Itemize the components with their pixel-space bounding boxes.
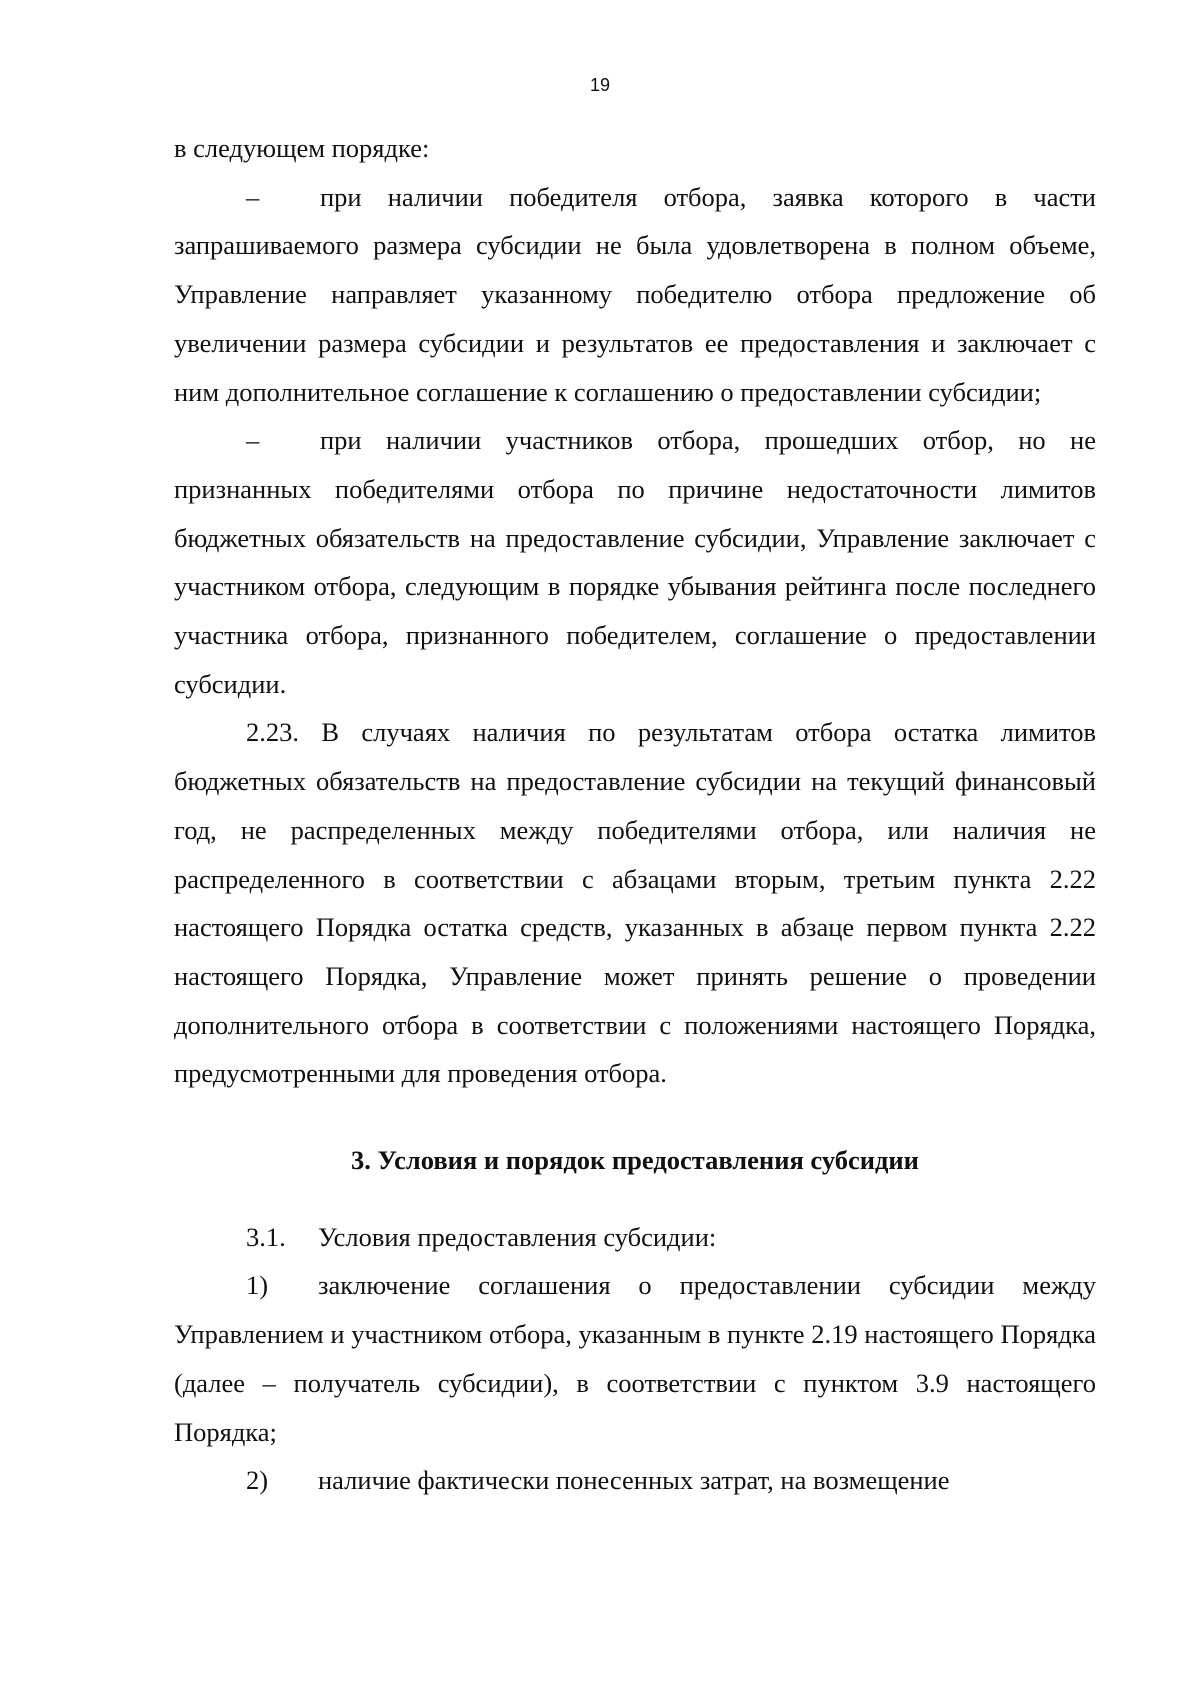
list-item-text: при наличии участников отбора, прошедших отбор, но не признанных победителями отбора по причине недостаточности лимитов бюджетных обязательств на предоставление субсидии, Управление заключает с участником отбора, следующим в порядке убывания рейтинга после последнего участника отбора, признанного победителем, соглашение о предоставлении субсидии.	[174, 425, 1096, 699]
paragraph-2-23: 2.23. В случаях наличия по результатам отбора остатка лимитов бюджетных обязательств на предоставление субсидии на текущий финансовый год, не распределенных между победителями отбора, или наличия не распределенного в соответствии с абзацами вторым, третьим пункта 2.22 настоящего Порядка остатка средств, указанных в абзаце первом пункта 2.22 настоящего Порядка, Управление может принять решение о проведении дополнительного отбора в соответствии с положениями настоящего Порядка, предусмотренными для проведения отбора.	[174, 717, 1096, 1089]
paragraph-intro: в следующем порядке:	[174, 133, 430, 163]
list-item-text: при наличии победителя отбора, заявка которого в части запрашиваемого размера субсидии не была удовлетворена в полном объеме, Управление направляет указанному победителю отбора предложение об увеличении размера субсидии и результатов ее предоставления и заключает с ним дополнительное соглашение к соглашению о предоставлении субсидии;	[174, 181, 1096, 407]
item-number: 1)	[246, 1270, 269, 1301]
list-item-text: заключение соглашения о предоставлении субсидии между Управлением и участником отбора, указанным в пункте 2.19 настоящего Порядка (далее – получатель субсидии), в соответствии с пунктом 3.9 настоящего Порядка;	[174, 1270, 1096, 1447]
clause-text: Условия предоставления субсидии:	[318, 1221, 717, 1252]
page-number: 19	[589, 75, 611, 95]
dash-marker: –	[246, 425, 260, 456]
clause-number: 3.1.	[246, 1221, 286, 1252]
list-item-2	[174, 1456, 1096, 1505]
document-body	[174, 124, 1096, 1505]
dash-marker: –	[246, 181, 260, 212]
paragraph-3-1	[174, 1213, 1096, 1262]
list-item-text: наличие фактически понесенных затрат, на возмещение	[318, 1465, 950, 1496]
item-number: 2)	[246, 1465, 269, 1496]
list-item-1	[174, 1261, 1096, 1456]
list-item-bullet-1	[174, 173, 1096, 417]
section-heading: 3. Условия и порядок предоставления субсидии	[351, 1145, 919, 1176]
list-item-bullet-2	[174, 416, 1096, 708]
